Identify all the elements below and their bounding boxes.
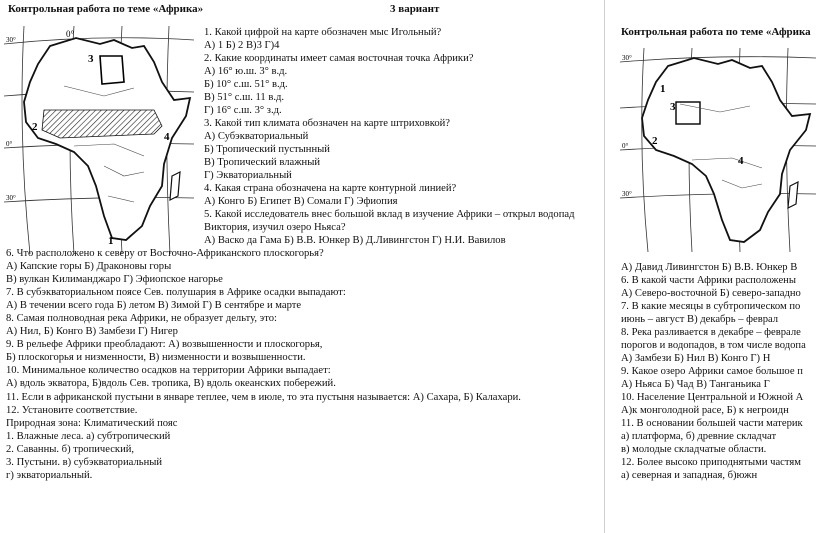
q8-answers: А) Нил, Б) Конго В) Замбези Г) Нигер [6,326,178,337]
q12-text: 12. Установите соответствие. [6,405,138,416]
q6-answers-2: В) вулкан Килиманджаро Г) Эфиопское нагорье [6,274,223,285]
q10-answers: А) вдоль экватора, Б)вдоль Сев. тропика, В) вдоль океанских побережий. [6,378,336,389]
right-line-10: А) Ньяса Б) Чад В) Танганьика Г [621,379,770,390]
q2-option-b: Б) 10° с.ш. 51° в.д. [204,79,288,90]
q3-option-a: А) Субэкваториальный [204,131,309,142]
q12-header: Природная зона: Климатический пояс [6,418,178,429]
right-line-12: А)к монголодной расе, Б) к негроидн [621,405,789,416]
q11-text: 11. Если в африканской пустыни в январе теплее, чем в июле, то эта пустыня называется: А) Сахара, Б) Калахари. [6,392,521,403]
q3-option-c: В) Тропический влажный [204,157,320,168]
q9-answers: Б) плоскогорья и низменности, В) низменности и возвышенности. [6,352,306,363]
page-title-right: Контрольная работа по теме «Африка [621,26,811,38]
q3-text: 3. Какой тип климата обозначен на карте штриховкой? [204,118,450,129]
right-map-label-1: 1 [660,83,666,95]
right-line-17: а) северная и западная, б)южн [621,470,758,481]
q6-answers-1: А) Капские горы Б) Драконовы горы [6,261,172,272]
q7-text: 7. В субэкваториальном поясе Сев. полушария в Африке осадки выпадают: [6,287,346,298]
right-line-13: 11. В основании большей части материк [621,418,803,429]
q1-text: 1. Какой цифрой на карте обозначен мыс Игольный? [204,27,442,38]
africa-map-right-drawing [620,48,816,252]
q4-answers: А) Конго Б) Египет В) Сомали Г) Эфиопия [204,196,398,207]
right-line-8: А) Замбези Б) Нил В) Конго Г) Н [621,353,771,364]
q7-answers: А) В течении всего года Б) летом В) Зимой Г) В сентябре и марте [6,300,302,311]
q3-option-d: Г) Экваториальный [204,170,292,181]
q5-text: 5. Какой исследователь внес большой вклад в изучение Африки – открыл водопад [204,209,575,220]
right-line-2: 6. В какой части Африки расположены [621,275,796,286]
q12-row-2: 2. Саванны. б) тропический, [6,444,135,455]
right-line-5: июнь – август В) декабрь – феврал [621,314,779,325]
q12-row-1: 1. Влажные леса. а) субтропический [6,431,171,442]
right-line-4: 7. В какие месяцы в субтропическом по [621,301,801,312]
map-lat-0: 0° [6,140,13,148]
q2-option-d: Г) 16° с.ш. 3° з.д. [204,105,282,116]
q9-text: 9. В рельефе Африки преобладают: А) возвышенности и плоскогорья, [6,339,323,350]
right-line-15: в) молодые складчатые области. [621,444,767,455]
map-label-1: 1 [108,235,114,247]
map-lat-30s: 30° [6,194,16,202]
q2-option-a: А) 16° ю.ш. 3° в.д. [204,66,288,77]
q3-option-b: Б) Тропический пустынный [204,144,330,155]
right-line-7: порогов и водопадов, в том числе водопа [621,340,806,351]
q12-row-4: г) экваториальный. [6,470,93,481]
map-label-0deg: 0° [66,29,75,39]
right-line-14: а) платформа, б) древние складчат [621,431,777,442]
q4-text: 4. Какая страна обозначена на карте контурной линией? [204,183,457,194]
map-label-3: 3 [88,53,94,65]
right-line-6: 8. Река разливается в декабре – феврале [621,327,801,338]
variant-label: 3 вариант [390,3,440,15]
right-map-lat-0: 0° [622,142,629,150]
q6-text: 6. Что расположено к северу от Восточно-Африканского плоскогорья? [6,248,324,259]
right-map-label-3: 3 [670,101,676,113]
right-line-9: 9. Какое озеро Африки самое большое п [621,366,803,377]
africa-map [4,26,194,254]
right-map-label-2: 2 [652,135,658,147]
africa-map-right [620,48,816,252]
q1-answers: А) 1 Б) 2 В)3 Г)4 [204,40,280,51]
right-line-1: А) Давид Ливингстон Б) В.В. Юнкер В [621,262,798,273]
page-divider [604,0,605,533]
q5-text-cont: Виктория, изучил озеро Ньяса? [204,222,346,233]
right-line-3: А) Северо-восточной Б) северо-западно [621,288,801,299]
right-map-label-4: 4 [738,155,744,167]
map-label-4: 4 [164,131,170,143]
map-label-2: 2 [32,121,38,133]
q5-answers: А) Васко да Гама Б) В.В. Юнкер В) Д.Ливингстон Г) Н.И. Вавилов [204,235,506,246]
right-map-lat-30n: 30° [622,54,632,62]
q8-text: 8. Самая полноводная река Африки, не образует дельту, это: [6,313,277,324]
q2-text: 2. Какие координаты имеет самая восточная точка Африки? [204,53,474,64]
q2-option-c: В) 51° с.ш. 11 в.д. [204,92,285,103]
page-title: Контрольная работа по теме «Африка» [8,3,204,15]
q12-row-3: 3. Пустыни. в) субэкваториальный [6,457,163,468]
right-line-16: 12. Более высоко приподнятыми частям [621,457,801,468]
right-line-11: 10. Население Центральной и Южной А [621,392,804,403]
map-lat-30n: 30° [6,36,16,44]
q10-text: 10. Минимальное количество осадков на территории Африки выпадает: [6,365,331,376]
africa-map-drawing [4,26,194,254]
right-map-lat-30s: 30° [622,190,632,198]
